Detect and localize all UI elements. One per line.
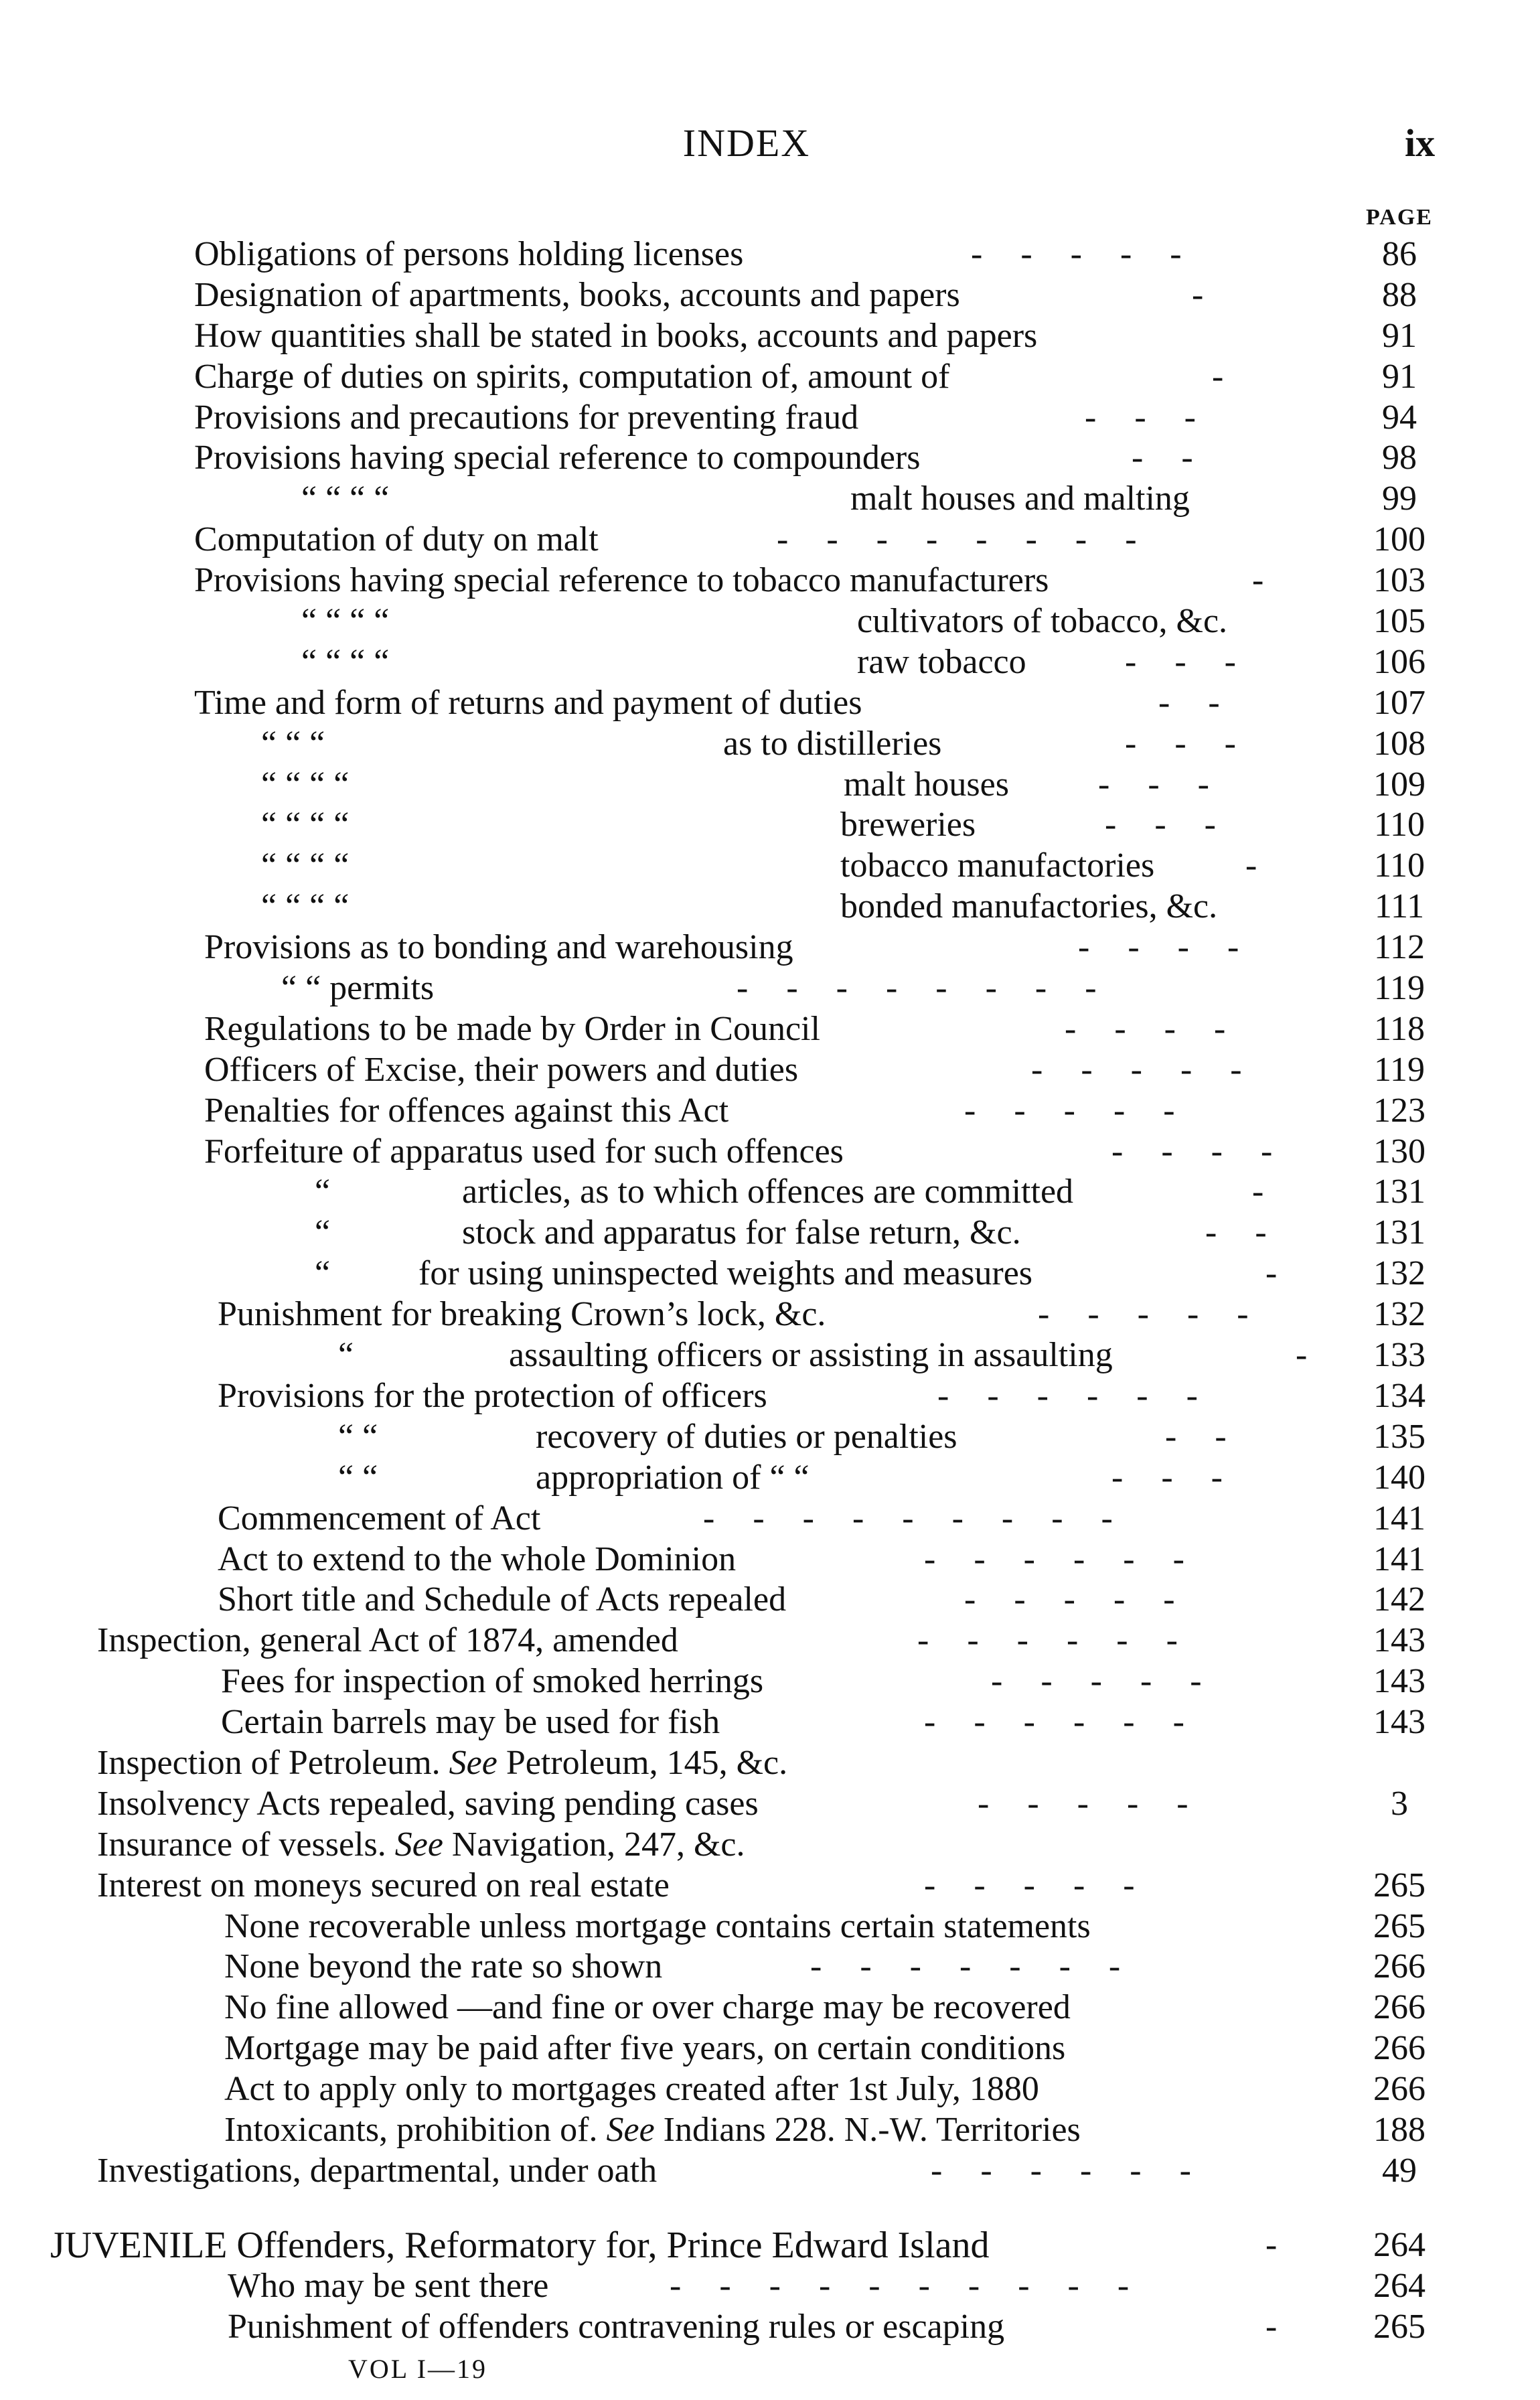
entry-text: Provisions having special reference to compounders <box>194 439 921 477</box>
dot-leader: - - - - - - - <box>810 1947 1136 1986</box>
dot-leader: - - - - <box>1111 1132 1288 1171</box>
dot-leader: - <box>1265 2225 1292 2264</box>
index-entry <box>0 357 1540 398</box>
entry-text: No fine allowed —and fine or over charge may be recovered <box>224 1988 1071 2027</box>
entry-text: Intoxicants, prohibition of. See Indians 228. N.-W. Territories <box>224 2110 1081 2149</box>
page-number: 143 <box>1373 1703 1426 1742</box>
index-entry <box>0 1172 1540 1213</box>
index-entry <box>0 1213 1540 1254</box>
index-entry <box>0 560 1540 601</box>
page-number: 49 <box>1382 2151 1417 2190</box>
page-number: 135 <box>1373 1417 1426 1456</box>
see-target: Navigation, 247, &c. <box>451 1825 745 1864</box>
entry-text: Commencement of Act <box>218 1499 541 1538</box>
dot-leader: - - - <box>1125 642 1251 681</box>
dot-leader: - <box>1296 1336 1322 1375</box>
dot-leader: - - - - - <box>991 1662 1217 1701</box>
page-number: 105 <box>1373 602 1426 641</box>
entry-text: “ “ “ “ <box>261 806 350 844</box>
page-number: 133 <box>1373 1336 1426 1375</box>
page-number: 112 <box>1373 928 1426 967</box>
page-title: INDEX <box>682 121 811 165</box>
dot-leader: - - - - <box>1078 928 1254 967</box>
entry-text: Inspection, general Act of 1874, amended <box>97 1621 678 1660</box>
page-number: 266 <box>1373 2070 1426 2109</box>
entry-text: Time and form of returns and payment of duties <box>194 683 862 722</box>
dot-leader: - - - - - - <box>931 2151 1206 2190</box>
index-entry <box>0 1540 1540 1580</box>
entry-text: Mortgage may be paid after five years, on certain conditions <box>224 2029 1066 2068</box>
entry-text: Fees for inspection of smoked herrings <box>221 1662 764 1701</box>
page-number: 266 <box>1373 1947 1426 1986</box>
page-number: 264 <box>1373 2225 1426 2264</box>
dot-leader: - - - - - - - - <box>777 520 1152 559</box>
page-number: 123 <box>1373 1091 1426 1130</box>
dot-leader: - - - - - - - - - - <box>670 2266 1144 2305</box>
entry-subtext: malt houses and malting <box>850 479 1190 518</box>
see-target: Petroleum, 145, &c. <box>506 1743 788 1782</box>
page-number: 108 <box>1373 724 1426 763</box>
page-number: 130 <box>1373 1132 1426 1171</box>
entry-text: Act to apply only to mortgages created after 1st July, 1880 <box>224 2070 1039 2109</box>
entry-subtext: appropriation of “ “ <box>536 1458 810 1497</box>
page-number: 131 <box>1373 1213 1426 1252</box>
page-column-label: PAGE <box>1366 205 1433 230</box>
entry-text: Officers of Excise, their powers and duties <box>204 1050 799 1089</box>
page-number: 110 <box>1373 806 1426 844</box>
index-entry <box>0 316 1540 357</box>
dot-leader: - - - <box>1098 765 1224 804</box>
dot-leader: - <box>1252 1173 1279 1211</box>
see-target: Indians 228. N.-W. Territories <box>663 2110 1081 2149</box>
index-entry <box>0 2225 1540 2266</box>
entry-text: Provisions for the protection of officers <box>218 1376 767 1415</box>
entry-text: Certain barrels may be used for fish <box>221 1703 720 1742</box>
entry-text: Obligations of persons holding licenses <box>194 235 744 273</box>
dot-leader: - <box>1245 846 1272 885</box>
index-entry <box>0 1580 1540 1621</box>
entry-text: “ <box>315 1173 331 1211</box>
index-entry <box>0 927 1540 968</box>
page-number: 94 <box>1382 398 1417 437</box>
page-number: 91 <box>1382 357 1417 396</box>
index-entry <box>0 1947 1540 1987</box>
entry-text: Regulations to be made by Order in Council <box>204 1009 820 1048</box>
dot-leader: - - - <box>1111 1458 1237 1497</box>
page-number: 140 <box>1373 1458 1426 1497</box>
entry-text: Provisions having special reference to tobacco manufacturers <box>194 561 1049 600</box>
page-number: 118 <box>1373 1009 1426 1048</box>
entry-text: “ “ “ “ <box>301 602 390 641</box>
entry-text: Provisions as to bonding and warehousing <box>204 928 793 967</box>
index-entry <box>0 398 1540 439</box>
dot-leader: - - <box>1158 683 1235 722</box>
page-number: 86 <box>1382 235 1417 273</box>
dot-leader: - <box>1212 357 1239 396</box>
entry-text: How quantities shall be stated in books, accounts and papers <box>194 316 1038 355</box>
entry-text: Provisions and precautions for preventing fraud <box>194 398 859 437</box>
page-number: 106 <box>1373 642 1426 681</box>
entry-text: “ <box>315 1213 331 1252</box>
entry-text: “ “ “ <box>261 724 325 763</box>
entry-subtext: tobacco manufactories <box>840 846 1155 885</box>
index-entry <box>0 2307 1540 2348</box>
page-number: 3 <box>1391 1784 1408 1823</box>
entry-text: Punishment for breaking Crown’s lock, &c. <box>218 1295 826 1334</box>
page-number: 119 <box>1373 969 1426 1008</box>
page-number: 188 <box>1373 2110 1426 2149</box>
index-entry <box>0 1132 1540 1173</box>
entry-subtext: breweries <box>840 806 976 844</box>
index-entry <box>0 1661 1540 1702</box>
index-entry <box>0 2028 1540 2069</box>
entry-subtext: bonded manufactories, &c. <box>840 887 1218 926</box>
index-entry <box>0 1987 1540 2028</box>
index-entry <box>0 805 1540 846</box>
entry-subtext: stock and apparatus for false return, &c. <box>462 1213 1021 1252</box>
entry-text: Insolvency Acts repealed, saving pending cases <box>97 1784 759 1823</box>
index-entry <box>0 1866 1540 1906</box>
dot-leader: - - - - - <box>924 1866 1150 1904</box>
entry-subtext: for using uninspected weights and measures <box>418 1254 1033 1293</box>
page-number: 143 <box>1373 1662 1426 1701</box>
index-entry <box>0 601 1540 642</box>
page-number: 141 <box>1373 1499 1426 1538</box>
entry-text: “ “ “ “ <box>301 642 390 681</box>
entry-text: Interest on moneys secured on real estate <box>97 1866 670 1904</box>
dot-leader: - - - - - - <box>917 1621 1192 1660</box>
index-entry <box>0 1702 1540 1743</box>
dot-leader: - - - - - <box>1031 1050 1257 1089</box>
dot-leader: - - <box>1165 1417 1241 1456</box>
index-entry <box>0 1906 1540 1947</box>
page-number: 100 <box>1373 520 1426 559</box>
entry-subtext: articles, as to which offences are committed <box>462 1173 1074 1211</box>
see-reference: See <box>440 1743 506 1782</box>
index-entry <box>0 234 1540 275</box>
page-number: 109 <box>1373 765 1426 804</box>
index-entry <box>0 1294 1540 1335</box>
dot-leader: - - - <box>1125 724 1251 763</box>
page-number: 111 <box>1374 887 1425 926</box>
entry-subtext: cultivators of tobacco, &c. <box>857 602 1228 641</box>
dot-leader: - - - - - <box>964 1580 1190 1619</box>
entry-text: Investigations, departmental, under oath <box>97 2151 658 2190</box>
page-number: 132 <box>1373 1254 1426 1293</box>
index-entry <box>0 1784 1540 1825</box>
page-number: 91 <box>1382 316 1417 355</box>
index-entry <box>0 2069 1540 2110</box>
index-entry <box>0 887 1540 927</box>
entry-text: “ “ “ “ <box>261 846 350 885</box>
index-entry <box>0 1091 1540 1132</box>
page-number: 99 <box>1382 479 1417 518</box>
dot-leader: - <box>1192 275 1219 314</box>
entry-text: Punishment of offenders contravening rules or escaping <box>228 2307 1005 2346</box>
page-folio: ix <box>1405 121 1436 165</box>
dot-leader: - - - - - - - - - <box>703 1499 1128 1538</box>
index-entry <box>0 2110 1540 2151</box>
index-entry <box>0 1376 1540 1417</box>
dot-leader: - - - - - - <box>937 1376 1213 1415</box>
entry-text: “ “ <box>338 1458 378 1497</box>
index-entry <box>0 724 1540 765</box>
dot-leader: - - - - - <box>964 1091 1190 1130</box>
page-number: 265 <box>1373 1906 1426 1945</box>
index-entry <box>0 765 1540 806</box>
entry-text: “ “ permits <box>281 969 435 1008</box>
dot-leader: - - - - - - - - <box>737 969 1111 1008</box>
entry-text: Forfeiture of apparatus used for such offences <box>204 1132 844 1171</box>
dot-leader: - - - - - <box>1038 1295 1263 1334</box>
entry-text: Computation of duty on malt <box>194 520 599 559</box>
entry-text: None beyond the rate so shown <box>224 1947 663 1986</box>
see-reference: See <box>386 1825 452 1864</box>
page-number: 88 <box>1382 275 1417 314</box>
page-number: 264 <box>1373 2266 1426 2305</box>
page-number: 119 <box>1373 1050 1426 1089</box>
entry-text: Inspection of Petroleum. See Petroleum, 145, &c. <box>97 1743 788 1782</box>
page-number: 265 <box>1373 1866 1426 1904</box>
page-number: 266 <box>1373 1988 1426 2027</box>
index-entry <box>0 2151 1540 2192</box>
index-entry <box>0 968 1540 1009</box>
index-entry <box>0 479 1540 520</box>
signature-mark: VOL I—19 <box>348 2354 488 2384</box>
page-number: 107 <box>1373 683 1426 722</box>
entry-subtext: as to distilleries <box>723 724 942 763</box>
index-entry <box>0 1825 1540 1866</box>
dot-leader: - - - - - - <box>924 1540 1199 1578</box>
dot-leader: - - - - - <box>971 235 1197 273</box>
dot-leader: - - - - <box>1065 1009 1241 1048</box>
entry-text: “ “ “ “ <box>261 765 350 804</box>
dot-leader: - - - <box>1105 806 1231 844</box>
page-number: 265 <box>1373 2307 1426 2346</box>
entry-text: Who may be sent there <box>228 2266 549 2305</box>
entry-text: None recoverable unless mortgage contains certain statements <box>224 1906 1091 1945</box>
dot-leader: - - <box>1205 1213 1282 1252</box>
index-entry <box>0 275 1540 316</box>
index-entry <box>0 1458 1540 1499</box>
entry-text: “ “ <box>338 1417 378 1456</box>
dot-leader: - - - <box>1085 398 1211 437</box>
entry-text: Penalties for offences against this Act <box>204 1091 729 1130</box>
entry-subtext: recovery of duties or penalties <box>536 1417 957 1456</box>
page-number: 98 <box>1382 439 1417 477</box>
index-entry <box>0 2266 1540 2307</box>
entry-text: “ <box>315 1254 331 1293</box>
dot-leader: - - - - - - <box>924 1703 1199 1742</box>
entry-text: “ <box>338 1336 354 1375</box>
entry-text: Designation of apartments, books, accounts and papers <box>194 275 960 314</box>
index-entry <box>0 1743 1540 1784</box>
page-number: 103 <box>1373 561 1426 600</box>
entry-subtext: raw tobacco <box>857 642 1026 681</box>
page-number: 134 <box>1373 1376 1426 1415</box>
dot-leader: - - <box>1132 439 1208 477</box>
entry-subtext: malt houses <box>844 765 1009 804</box>
index-entry <box>0 520 1540 560</box>
index-entry <box>0 438 1540 479</box>
dot-leader: - - - - - <box>978 1784 1203 1823</box>
dot-leader: - <box>1265 2307 1292 2346</box>
entry-text: Short title and Schedule of Acts repealed <box>218 1580 787 1619</box>
page-number: 266 <box>1373 2029 1426 2068</box>
index-entries <box>0 234 1540 2347</box>
dot-leader: - <box>1252 561 1279 600</box>
page-number: 131 <box>1373 1173 1426 1211</box>
see-reference: See <box>597 2110 664 2149</box>
entry-text: Charge of duties on spirits, computation of, amount of <box>194 357 950 396</box>
index-entry <box>0 1335 1540 1376</box>
entry-text: Act to extend to the whole Dominion <box>218 1540 737 1578</box>
index-entry <box>0 1499 1540 1540</box>
index-entry <box>0 1254 1540 1294</box>
page-number: 141 <box>1373 1540 1426 1578</box>
page-number: 142 <box>1373 1580 1426 1619</box>
page-number: 132 <box>1373 1295 1426 1334</box>
entry-subtext: assaulting officers or assisting in assaulting <box>509 1336 1113 1375</box>
page-number: 143 <box>1373 1621 1426 1660</box>
entry-text: “ “ “ “ <box>301 479 390 518</box>
index-entry <box>0 1417 1540 1458</box>
page-number: 110 <box>1373 846 1426 885</box>
entry-text: JUVENILE Offenders, Reformatory for, Prince Edward Island <box>50 2224 990 2266</box>
dot-leader: - <box>1265 1254 1292 1293</box>
index-entry <box>0 1621 1540 1661</box>
index-entry <box>0 1009 1540 1050</box>
index-entry <box>0 846 1540 887</box>
index-entry <box>0 1050 1540 1091</box>
entry-text: “ “ “ “ <box>261 887 350 926</box>
entry-text: Insurance of vessels. See Navigation, 247, &c. <box>97 1825 745 1864</box>
index-entry <box>0 642 1540 683</box>
index-entry <box>0 683 1540 724</box>
